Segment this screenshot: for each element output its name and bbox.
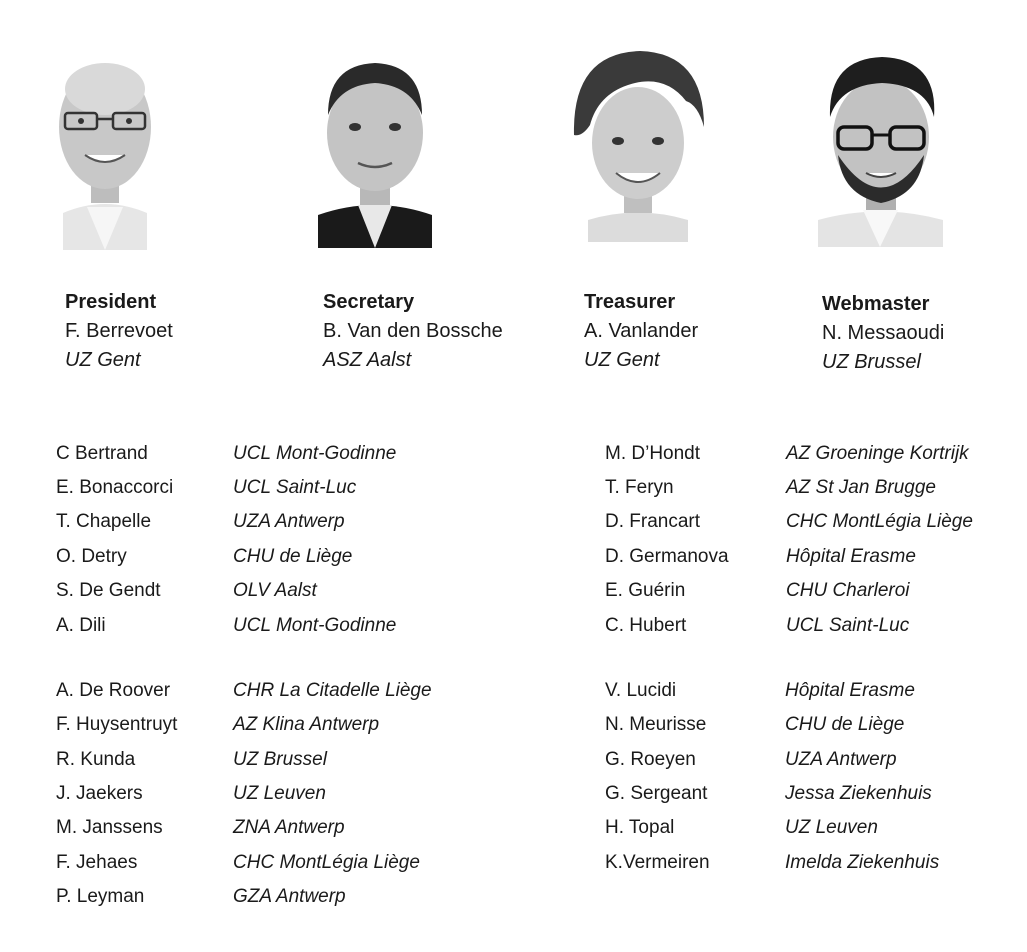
officer-institution: UZ Brussel bbox=[822, 351, 921, 373]
member-name: S. De Gendt bbox=[56, 580, 161, 601]
officer-role: President bbox=[65, 291, 157, 313]
officer-webmaster bbox=[822, 290, 944, 377]
member-institution: CHR La Citadelle Liège bbox=[233, 680, 432, 701]
member-name: E. Bonaccorci bbox=[56, 477, 174, 498]
officer-name: F. Berrevoet bbox=[65, 320, 173, 342]
officer-role: Treasurer bbox=[584, 291, 676, 313]
member-name: P. Leyman bbox=[56, 886, 145, 907]
member-institution: UCL Mont-Godinne bbox=[233, 443, 397, 464]
member-name: H. Topal bbox=[605, 817, 675, 838]
officer-president bbox=[65, 288, 173, 375]
portrait-photo-treasurer bbox=[568, 45, 708, 242]
member-name: D. Francart bbox=[605, 511, 701, 532]
member-name: A. De Roover bbox=[56, 680, 171, 701]
member-institution: UCL Saint-Luc bbox=[786, 615, 910, 636]
member-name: K.Vermeiren bbox=[605, 852, 710, 873]
member-institution: Imelda Ziekenhuis bbox=[785, 852, 940, 873]
member-institution: UZ Brussel bbox=[233, 749, 327, 770]
member-name: T. Feryn bbox=[605, 477, 674, 498]
officer-name: A. Vanlander bbox=[584, 320, 699, 342]
member-institution: UZA Antwerp bbox=[785, 749, 897, 770]
member-name: O. Detry bbox=[56, 546, 127, 567]
member-institution: Jessa Ziekenhuis bbox=[785, 783, 932, 804]
officer-role: Secretary bbox=[323, 291, 415, 313]
member-name: C. Hubert bbox=[605, 615, 687, 636]
officer-treasurer bbox=[584, 288, 698, 375]
officer-role: Webmaster bbox=[822, 293, 930, 315]
officer-institution: UZ Gent bbox=[584, 349, 660, 371]
officer-institution: ASZ Aalst bbox=[323, 349, 412, 371]
officer-name: B. Van den Bossche bbox=[323, 320, 503, 342]
member-name: M. Janssens bbox=[56, 817, 163, 838]
member-name: N. Meurisse bbox=[605, 714, 707, 735]
member-name: A. Dili bbox=[56, 615, 106, 636]
member-institution: UCL Saint-Luc bbox=[233, 477, 357, 498]
member-institution: CHC MontLégia Liège bbox=[786, 511, 973, 532]
member-institution: Hôpital Erasme bbox=[786, 546, 916, 567]
member-name: M. D’Hondt bbox=[605, 443, 701, 464]
officer-institution: UZ Gent bbox=[65, 349, 141, 371]
member-name: F. Huysentruyt bbox=[56, 714, 178, 735]
member-institution: UZA Antwerp bbox=[233, 511, 345, 532]
member-institution: CHU de Liège bbox=[785, 714, 905, 735]
portrait-photo-webmaster bbox=[808, 45, 953, 247]
member-institution: UCL Mont-Godinne bbox=[233, 615, 397, 636]
member-institution: AZ Groeninge Kortrijk bbox=[786, 443, 969, 464]
member-institution: Hôpital Erasme bbox=[785, 680, 915, 701]
member-name: E. Guérin bbox=[605, 580, 686, 601]
member-name: G. Sergeant bbox=[605, 783, 708, 804]
portrait-photo-secretary bbox=[310, 45, 440, 248]
officer-name: N. Messaoudi bbox=[822, 322, 945, 344]
member-name: J. Jaekers bbox=[56, 783, 143, 804]
member-institution: CHC MontLégia Liège bbox=[233, 852, 420, 873]
member-name: F. Jehaes bbox=[56, 852, 138, 873]
member-name: G. Roeyen bbox=[605, 749, 696, 770]
member-institution: CHU Charleroi bbox=[786, 580, 910, 601]
member-institution: CHU de Liège bbox=[233, 546, 353, 567]
member-name: C Bertrand bbox=[56, 443, 148, 464]
member-institution: OLV Aalst bbox=[233, 580, 317, 601]
member-name: D. Germanova bbox=[605, 546, 729, 567]
member-name: V. Lucidi bbox=[605, 680, 677, 701]
member-institution: ZNA Antwerp bbox=[233, 817, 345, 838]
member-institution: AZ St Jan Brugge bbox=[786, 477, 936, 498]
member-institution: GZA Antwerp bbox=[233, 886, 346, 907]
member-institution: UZ Leuven bbox=[785, 817, 878, 838]
portrait-photo-president bbox=[45, 45, 165, 250]
member-institution: AZ Klina Antwerp bbox=[233, 714, 380, 735]
member-name: T. Chapelle bbox=[56, 511, 152, 532]
officer-secretary bbox=[323, 288, 503, 375]
member-name: R. Kunda bbox=[56, 749, 136, 770]
member-institution: UZ Leuven bbox=[233, 783, 326, 804]
